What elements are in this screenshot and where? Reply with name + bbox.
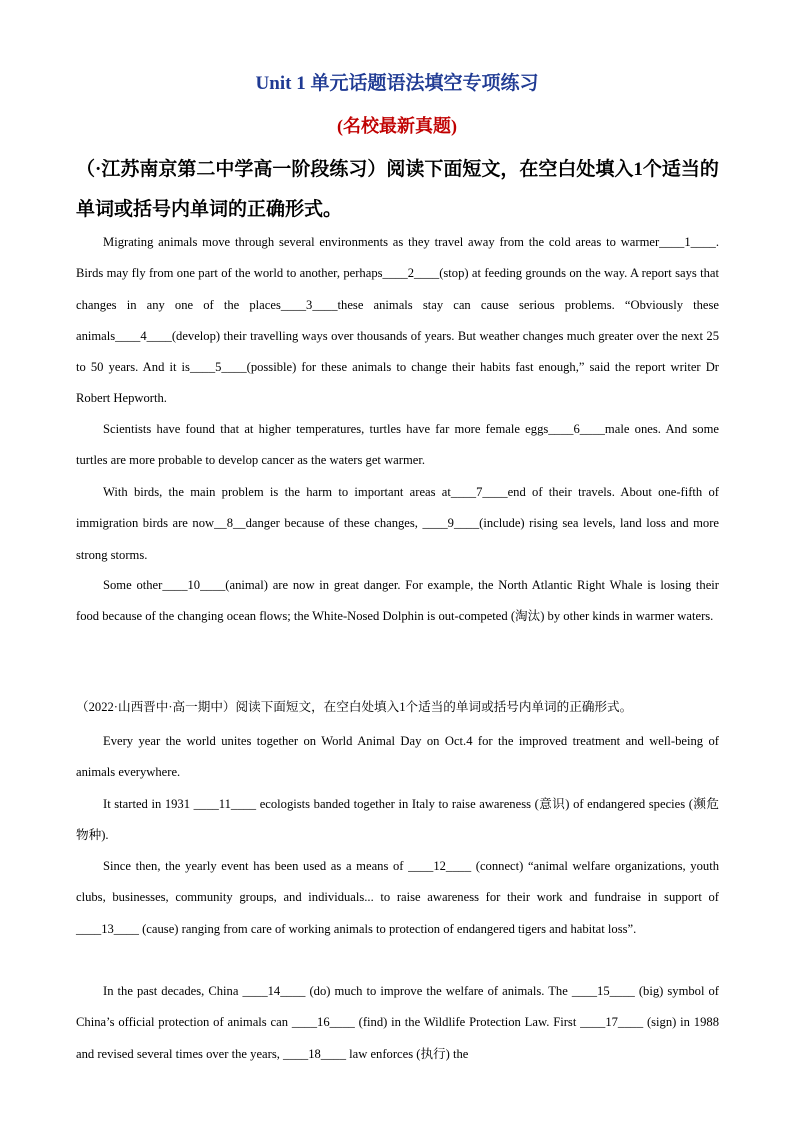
passage2-paragraph-3 [76, 851, 719, 945]
paragraph-text: In the past decades, China ____14____ (do) much to improve the welfare of animals. The ____15____ (big) symbol of China’s official protection of animals can ____16____ (find) in the Wildlife Protection Law. First ____17____ (sign) in 1988 and revised several times over the years, ____18____ law enforces (执行) the [76, 984, 719, 1061]
passage1-instruction: （·江苏南京第二中学高一阶段练习）阅读下面短文，在空白处填入1个适当的单词或括号内单词的正确形式。 [76, 159, 719, 220]
paragraph-text: With birds, the main problem is the harm to important areas at____7____end of their travels. About one-fifth of immigration birds are now__8__danger because of these changes, ____9____(include) rising sea levels, land loss and more strong storms. [76, 485, 719, 562]
passage2-paragraph-1 [76, 726, 719, 789]
passage2-paragraph-4 [76, 976, 719, 1070]
paragraph-text: It started in 1931 ____11____ ecologists banded together in Italy to raise awareness (意识) of endangered species (濒危物种). [76, 797, 719, 843]
paragraph-text: Since then, the yearly event has been used as a means of ____12____ (connect) “animal welfare organizations, youth clubs, businesses, community groups, and individuals... to raise awareness for their work and fundraise in support of ____13____ (cause) ranging from care of working animals to protection of endangered tigers and habitat loss”. [76, 859, 719, 936]
passage1-paragraph-2 [76, 414, 719, 477]
paragraph-text: Some other____10____(animal) are now in great danger. For example, the North Atlantic Right Whale is losing their food because of the changing ocean flows; the White-Nosed Dolphin is out-competed (淘汰) by other kinds in warmer waters. [76, 578, 719, 624]
passage1-paragraph-1 [76, 227, 719, 415]
passage2-instruction: （2022·山西晋中·高一期中）阅读下面短文，在空白处填入1个适当的单词或括号内单词的正确形式。 [76, 700, 633, 714]
passage2-paragraph-2 [76, 789, 719, 852]
paragraph-text: Every year the world unites together on World Animal Day on Oct.4 for the improved treatment and well-being of animals everywhere. [76, 734, 719, 780]
passage1-paragraph-3 [76, 477, 719, 571]
paragraph-text: Scientists have found that at higher temperatures, turtles have far more female eggs____6____male ones. And some turtles are more probable to develop cancer as the waters get warmer. [76, 422, 719, 468]
paragraph-text: Migrating animals move through several environments as they travel away from the cold areas to warmer____1____. Birds may fly from one part of the world to another, perhaps____2____(stop) at feeding grounds on the way. A report says that changes in any one of the places____3____these animals stay can cause serious problems. “Obviously these animals____4____(develop) their travelling ways over thousands of years. But weather changes much greater over the next 25 to 50 years. And it is____5____(possible) for these animals to change their habits fast enough,” said the report writer Dr Robert Hepworth. [76, 235, 719, 406]
document-title: Unit 1 单元话题语法填空专项练习 [255, 73, 539, 94]
document-subtitle: (名校最新真题) [337, 116, 457, 136]
passage1-paragraph-4 [76, 570, 719, 633]
